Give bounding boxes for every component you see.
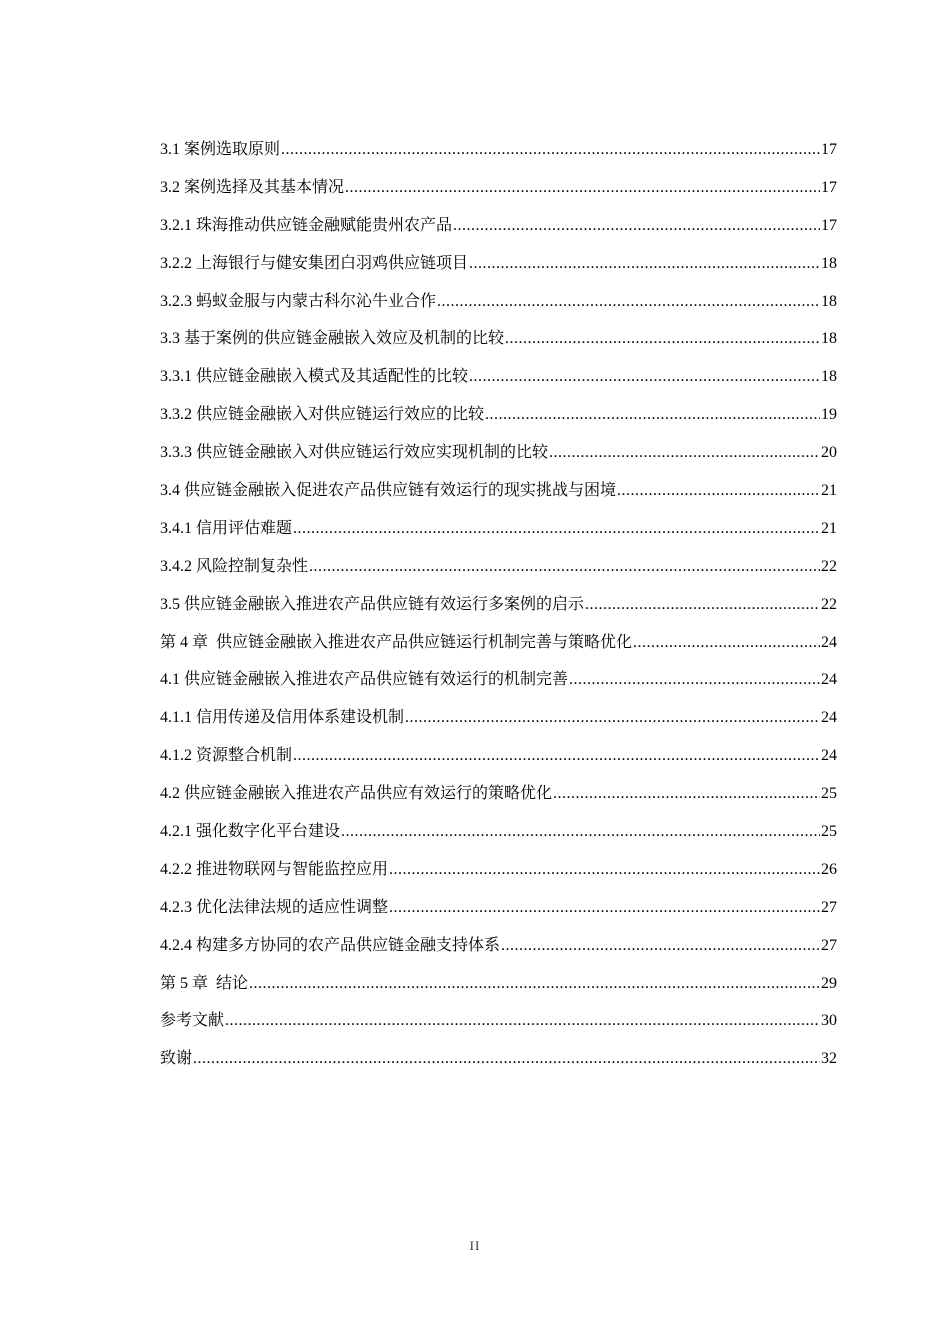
toc-entry-page: 24 bbox=[821, 747, 837, 765]
toc-entry-title: 4.2.4 构建多方协同的农产品供应链金融支持体系 bbox=[160, 936, 501, 954]
toc-dot-leader bbox=[389, 889, 820, 927]
toc-dot-leader bbox=[293, 737, 820, 775]
toc-entry-title: 第 5 章 结论 bbox=[160, 974, 249, 992]
toc-entry-page: 17 bbox=[821, 178, 837, 196]
toc-entry-title: 3.1 案例选取原则 bbox=[160, 141, 281, 158]
toc-entry[interactable] bbox=[160, 851, 837, 889]
toc-dot-leader bbox=[193, 1040, 820, 1078]
toc-entry-title: 4.2.3 优化法律法规的适应性调整 bbox=[160, 898, 389, 916]
toc-entry[interactable] bbox=[160, 775, 837, 813]
table-of-contents bbox=[160, 131, 837, 1078]
toc-entry-title: 3.3.3 供应链金融嵌入对供应链运行效应实现机制的比较 bbox=[160, 444, 549, 462]
toc-entry[interactable] bbox=[160, 245, 837, 283]
toc-entry-page: 27 bbox=[821, 936, 837, 954]
toc-entry-page: 18 bbox=[821, 254, 837, 272]
toc-entry[interactable] bbox=[160, 283, 837, 321]
toc-entry-page: 24 bbox=[821, 709, 837, 727]
toc-entry-page: 17 bbox=[821, 141, 837, 158]
toc-entry-page: 26 bbox=[821, 860, 837, 878]
toc-entry-title: 3.2 案例选择及其基本情况 bbox=[160, 178, 345, 196]
toc-entry-title: 4.2.1 强化数字化平台建设 bbox=[160, 823, 341, 841]
toc-entry-title: 3.3.1 供应链金融嵌入模式及其适配性的比较 bbox=[160, 368, 469, 386]
toc-entry[interactable] bbox=[160, 510, 837, 548]
toc-dot-leader bbox=[505, 320, 820, 358]
toc-dot-leader bbox=[633, 624, 820, 662]
toc-entry-title: 第 4 章 供应链金融嵌入推进农产品供应链运行机制完善与策略优化 bbox=[160, 633, 633, 651]
toc-entry-page: 21 bbox=[821, 482, 837, 500]
toc-entry[interactable] bbox=[160, 965, 837, 1003]
toc-entry-page: 22 bbox=[821, 595, 837, 613]
toc-dot-leader bbox=[453, 207, 820, 245]
toc-dot-leader bbox=[585, 586, 820, 624]
toc-entry-title: 3.4.2 风险控制复杂性 bbox=[160, 557, 309, 575]
toc-dot-leader bbox=[225, 1002, 820, 1040]
toc-entry-title: 参考文献 bbox=[160, 1012, 225, 1030]
toc-dot-leader bbox=[569, 661, 820, 699]
toc-entry[interactable] bbox=[160, 927, 837, 965]
toc-entry-page: 24 bbox=[821, 633, 837, 651]
toc-entry[interactable] bbox=[160, 358, 837, 396]
toc-entry[interactable] bbox=[160, 586, 837, 624]
toc-entry-title: 3.5 供应链金融嵌入推进农产品供应链有效运行多案例的启示 bbox=[160, 595, 585, 613]
toc-entry-page: 29 bbox=[821, 974, 837, 992]
toc-entry-page: 25 bbox=[821, 785, 837, 803]
toc-dot-leader bbox=[405, 699, 820, 737]
toc-entry-title: 4.1.1 信用传递及信用体系建设机制 bbox=[160, 709, 405, 727]
toc-entry-page: 24 bbox=[821, 671, 837, 689]
toc-entry-page: 32 bbox=[821, 1050, 837, 1068]
toc-entry[interactable] bbox=[160, 472, 837, 510]
toc-entry[interactable] bbox=[160, 169, 837, 207]
toc-entry-title: 3.3 基于案例的供应链金融嵌入效应及机制的比较 bbox=[160, 330, 505, 348]
toc-entry-title: 4.2.2 推进物联网与智能监控应用 bbox=[160, 860, 389, 878]
toc-entry-page: 20 bbox=[821, 444, 837, 462]
toc-dot-leader bbox=[249, 965, 820, 1003]
toc-entry-page: 30 bbox=[821, 1012, 837, 1030]
page-number: II bbox=[469, 1238, 481, 1253]
toc-entry[interactable] bbox=[160, 661, 837, 699]
toc-entry-page: 19 bbox=[821, 406, 837, 424]
toc-dot-leader bbox=[549, 434, 820, 472]
toc-entry-title: 3.2.1 珠海推动供应链金融赋能贵州农产品 bbox=[160, 216, 453, 234]
toc-dot-leader bbox=[309, 548, 820, 586]
toc-entry[interactable] bbox=[160, 699, 837, 737]
toc-entry[interactable] bbox=[160, 737, 837, 775]
toc-entry-title: 3.3.2 供应链金融嵌入对供应链运行效应的比较 bbox=[160, 406, 485, 424]
toc-entry-title: 3.2.3 蚂蚁金服与内蒙古科尔沁牛业合作 bbox=[160, 292, 437, 310]
toc-dot-leader bbox=[617, 472, 820, 510]
toc-entry[interactable] bbox=[160, 131, 837, 169]
toc-dot-leader bbox=[469, 245, 820, 283]
toc-entry[interactable] bbox=[160, 813, 837, 851]
toc-entry-page: 18 bbox=[821, 292, 837, 310]
toc-entry[interactable] bbox=[160, 1002, 837, 1040]
toc-entry-title: 3.4 供应链金融嵌入促进农产品供应链有效运行的现实挑战与困境 bbox=[160, 482, 617, 500]
toc-entry-title: 4.1.2 资源整合机制 bbox=[160, 747, 293, 765]
toc-entry-title: 4.2 供应链金融嵌入推进农产品供应有效运行的策略优化 bbox=[160, 785, 553, 803]
toc-entry[interactable] bbox=[160, 624, 837, 662]
toc-entry-title: 3.2.2 上海银行与健安集团白羽鸡供应链项目 bbox=[160, 254, 469, 272]
toc-entry[interactable] bbox=[160, 1040, 837, 1078]
toc-dot-leader bbox=[389, 851, 820, 889]
toc-dot-leader bbox=[553, 775, 820, 813]
toc-entry-page: 22 bbox=[821, 557, 837, 575]
toc-entry-page: 18 bbox=[821, 330, 837, 348]
toc-entry[interactable] bbox=[160, 320, 837, 358]
toc-entry[interactable] bbox=[160, 434, 837, 472]
toc-dot-leader bbox=[437, 283, 820, 321]
toc-dot-leader bbox=[293, 510, 820, 548]
toc-entry-title: 4.1 供应链金融嵌入推进农产品供应链有效运行的机制完善 bbox=[160, 671, 569, 689]
toc-dot-leader bbox=[345, 169, 820, 207]
toc-entry-page: 18 bbox=[821, 368, 837, 386]
toc-entry-title: 3.4.1 信用评估难题 bbox=[160, 519, 293, 537]
toc-entry-title: 致谢 bbox=[160, 1050, 193, 1068]
toc-entry-page: 21 bbox=[821, 519, 837, 537]
toc-dot-leader bbox=[281, 131, 820, 169]
toc-entry[interactable] bbox=[160, 548, 837, 586]
toc-dot-leader bbox=[469, 358, 820, 396]
toc-entry[interactable] bbox=[160, 889, 837, 927]
toc-entry-page: 17 bbox=[821, 216, 837, 234]
toc-dot-leader bbox=[501, 927, 820, 965]
toc-dot-leader bbox=[341, 813, 820, 851]
toc-entry-page: 27 bbox=[821, 898, 837, 916]
toc-entry[interactable] bbox=[160, 207, 837, 245]
toc-entry[interactable] bbox=[160, 396, 837, 434]
toc-entry-page: 25 bbox=[821, 823, 837, 841]
toc-dot-leader bbox=[485, 396, 820, 434]
